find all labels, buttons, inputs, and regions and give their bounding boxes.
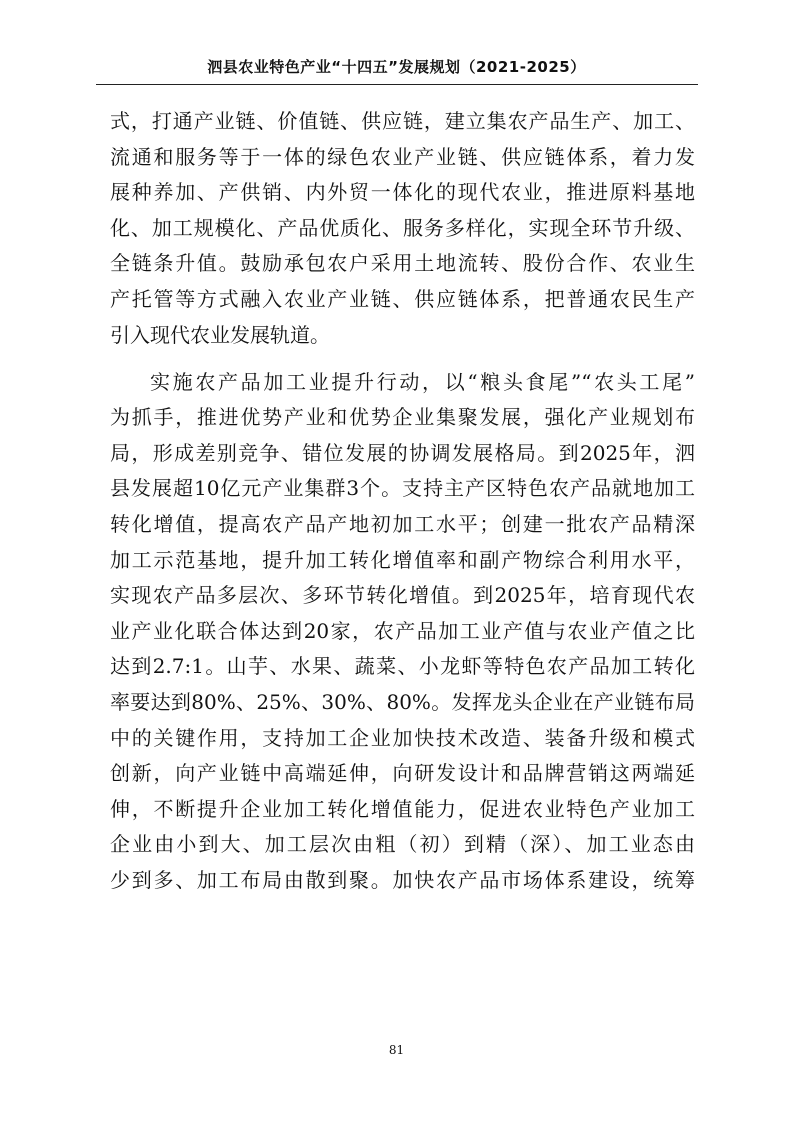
text-line: 伸，不断提升企业加工转化增值能力，促进农业特色产业加工 <box>110 796 695 821</box>
text-line: 引入现代农业发展轨道。 <box>110 322 330 347</box>
text-line: 中的关键作用，支持加工企业加快技术改造、装备升级和模式 <box>110 725 695 750</box>
text-line: 局，形成差别竞争、错位发展的协调发展格局。到2025年，泗 <box>110 440 695 465</box>
text-line: 县发展超10亿元产业集群3个。支持主产区特色农产品就地加工 <box>110 476 695 501</box>
text-line: 业产业化联合体达到20家，农产品加工业产值与农业产值之比 <box>110 618 695 643</box>
text-line: 产托管等方式融入农业产业链、供应链体系，把普通农民生产 <box>110 286 695 311</box>
text-line: 少到多、加工布局由散到聚。加快农产品市场体系建设，统筹 <box>110 867 695 892</box>
text-line: 加工示范基地，提升加工转化增值率和副产物综合利用水平， <box>110 547 695 572</box>
text-line: 企业由小到大、加工层次由粗（初）到精（深）、加工业态由 <box>110 832 695 857</box>
paragraph <box>110 365 695 899</box>
body-text <box>110 104 695 899</box>
paragraph <box>110 104 695 353</box>
text-line: 率要达到80%、25%、30%、80%。发挥龙头企业在产业链布局 <box>110 690 695 714</box>
text-line: 展种养加、产供销、内外贸一体化的现代农业，推进原料基地 <box>110 180 695 205</box>
running-header-title: 泗县农业特色产业“十四五”发展规划（2021-2025） <box>207 58 586 76</box>
text-line: 全链条升值。鼓励承包农户采用土地流转、股份合作、农业生 <box>110 251 695 276</box>
text-line: 为抓手，推进优势产业和优势企业集聚发展，强化产业规划布 <box>110 405 695 430</box>
text-line: 流通和服务等于一体的绿色农业产业链、供应链体系，着力发 <box>110 144 695 169</box>
text-line: 转化增值，提高农产品产地初加工水平；创建一批农产品精深 <box>110 512 695 537</box>
text-line: 化、加工规模化、产品优质化、服务多样化，实现全环节升级、 <box>110 215 695 240</box>
text-line: 实现农产品多层次、多环节转化增值。到2025年，培育现代农 <box>110 583 695 608</box>
header-divider <box>96 84 698 85</box>
text-line: 实施农产品加工业提升行动，以“粮头食尾”“农头工尾” <box>150 369 695 394</box>
page-number: 81 <box>388 1043 405 1057</box>
text-line: 式，打通产业链、价值链、供应链，建立集农产品生产、加工、 <box>110 109 695 133</box>
text-line: 达到2.7:1。山芋、水果、蔬菜、小龙虾等特色农产品加工转化 <box>110 654 695 679</box>
text-line: 创新，向产业链中高端延伸，向研发设计和品牌营销这两端延 <box>110 761 695 786</box>
